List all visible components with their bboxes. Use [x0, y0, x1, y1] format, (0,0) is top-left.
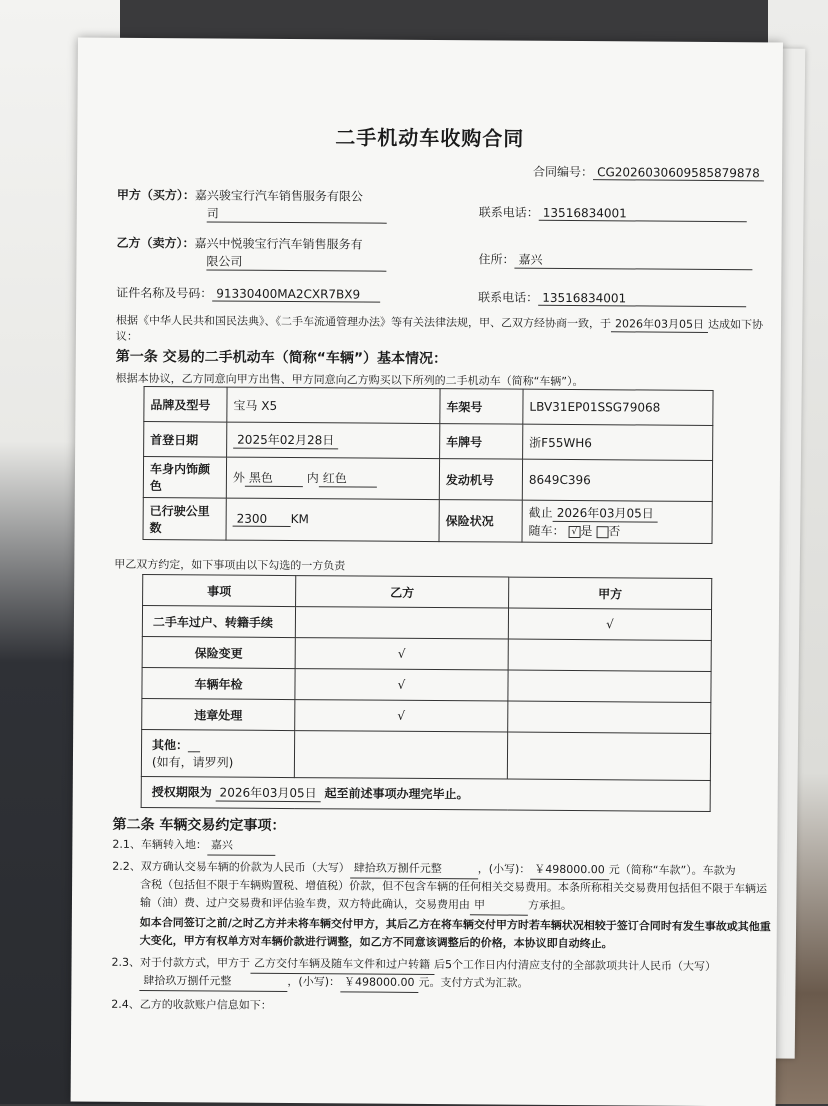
insurance-date: 2026年03月05日 — [553, 504, 658, 523]
reg-date-cell — [227, 422, 440, 458]
mileage-cell: 2300 KM — [226, 498, 439, 541]
insurance-label: 保险状况 — [439, 500, 522, 543]
engine-label: 发动机号 — [439, 459, 522, 501]
party-a-phone: 联系电话： 13516834001 — [479, 203, 747, 222]
deadline-date: 2026年03月05日 — [216, 784, 321, 803]
plate-label: 车牌号 — [440, 424, 523, 460]
clause-2-3-line2: 肆拾玖万捌仟元整 ，(小写)： ￥498000.00 元。支付方式为汇款。 — [139, 972, 528, 994]
clause-2-2-line1: 2.2、双方确认交易车辆的价款为人民币（大写） 肆拾玖万捌仟元整 ，(小写)： ￥498000.00 元（简称“车款”）。车款为 — [112, 858, 736, 881]
duty-a-check: √ — [508, 608, 711, 640]
article-1-intro: 根据本协议，乙方同意向甲方出售、甲方同意向乙方购买以下所列的二手机动车（简称“车辆”）。 — [115, 371, 584, 389]
party-a-name-line2: 司 — [207, 204, 387, 223]
party-b-name-line2: 限公司 — [206, 252, 386, 271]
duty-a-check — [508, 701, 711, 733]
table-row — [142, 699, 711, 734]
clause-2-1: 2.1、车辆转入地： 嘉兴 — [112, 836, 275, 856]
article-2-title: 第二条 车辆交易约定事项： — [112, 816, 286, 835]
intro-text: 根据《中华人民共和国民法典》、《二手车流通管理办法》等有关法律法规，甲、乙双方经协商一致，于 2026年03月05日 达成如下协 — [115, 313, 764, 332]
party-b: 乙方（卖方）：嘉兴中悦骏宝行汽车销售服务有 — [116, 235, 363, 252]
duty-table — [141, 574, 713, 812]
table-row — [143, 575, 712, 610]
clause-2-2-line3: 输（油）费、过户交易费和评估验车费，双方特此确认，交易费用由 甲 方承担。 — [140, 894, 572, 916]
contract-page — [71, 38, 783, 1106]
mileage-value: 2300 — [233, 512, 291, 527]
duty-b-check — [295, 607, 508, 639]
duty-a-check — [508, 639, 711, 671]
other-cell: 其他：__ (如有，请罗列) — [141, 730, 294, 778]
party-a: 甲方（买方）：嘉兴骏宝行汽车销售服务有限公 — [116, 187, 363, 204]
yes-checkbox[interactable]: √ — [568, 525, 580, 537]
table-row — [143, 498, 712, 544]
party-b-address: 住所： 嘉兴 — [478, 250, 752, 270]
color-cell: 外 黑色 内 红色 — [226, 457, 439, 499]
contract-title: 二手机动车收购合同 — [335, 125, 525, 151]
mileage-label: 已行驶公里数 — [143, 498, 226, 541]
color-label: 车身内饰颜色 — [143, 457, 226, 499]
duty-b-check: √ — [295, 669, 508, 701]
table-row — [141, 730, 710, 781]
duty-intro: 甲乙双方约定，如下事项由以下勾选的一方负责 — [114, 557, 346, 573]
vin-label: 车架号 — [440, 389, 523, 425]
brand-label: 品牌及型号 — [144, 387, 227, 423]
table-row — [142, 606, 711, 641]
col-item-header: 事项 — [143, 575, 296, 607]
vin-value: LBV31EP01SSG79068 — [523, 389, 713, 425]
plate-value: 浙F55WH6 — [523, 424, 713, 460]
table-row — [143, 457, 712, 502]
no-checkbox[interactable] — [596, 526, 608, 538]
duty-b-check: √ — [295, 700, 508, 732]
reg-date-value: 2025年02月28日 — [233, 431, 338, 450]
exterior-color: 黑色 — [245, 469, 303, 487]
reg-date-label: 首登日期 — [144, 422, 227, 458]
table-row — [142, 668, 711, 703]
clause-2-3-line1: 2.3、对于付款方式，甲方于 乙方交付车辆及随车文件和过户转籍 后5个工作日内付清应支付的全部款项共计人民币（大写） — [111, 954, 716, 977]
duty-item: 车辆年检 — [142, 668, 295, 700]
col-b-header: 乙方 — [296, 576, 509, 608]
insurance-cell: 截止 2026年03月05日 随车： √ 是 否 — [522, 500, 712, 543]
interior-color: 红色 — [319, 469, 377, 487]
col-a-header: 甲方 — [509, 577, 712, 609]
clause-2-2-bold2: 大变化，甲方有权单方对车辆价款进行调整，如乙方不同意该调整后的价格，本协议即自动终止。 — [139, 933, 613, 951]
clause-2-4: 2.4、乙方的收款账户信息如下： — [111, 997, 272, 1012]
table-row — [142, 637, 711, 672]
duty-a-check — [508, 670, 711, 702]
duty-item: 保险变更 — [142, 637, 295, 669]
article-1-title: 第一条 交易的二手机动车（简称“车辆”）基本情况： — [115, 348, 448, 368]
clause-2-2-bold1: 如本合同签订之前/之时乙方并未将车辆交付甲方，其后乙方在将车辆交付甲方时若车辆状况相较于签订合同时有发生事故或其他重 — [139, 915, 771, 934]
intro-text-2: 议： — [115, 329, 138, 343]
party-b-cert: 证件名称及号码： 91330400MA2CXR7BX9 — [116, 284, 380, 303]
clause-2-2-line2: 含税（包括但不限于车辆购置税、增值税）价款，但不包含车辆的任何相关交易费用。本条所称相关交易费用包括但不限于车辆运 — [140, 877, 768, 896]
duty-item: 二手车过户、转籍手续 — [142, 606, 295, 638]
table-row — [144, 422, 713, 461]
duty-b-check: √ — [295, 638, 508, 670]
table-row — [141, 776, 710, 811]
engine-value: 8649C396 — [522, 459, 712, 501]
deadline-cell: 授权期限为 2026年03月05日 起至前述事项办理完毕止。 — [141, 776, 710, 811]
contract-number: 合同编号： CG2026030609585879878 — [533, 163, 764, 182]
duty-item: 违章处理 — [142, 699, 295, 731]
party-b-phone: 联系电话： 13516834001 — [478, 288, 746, 307]
table-row — [144, 387, 713, 426]
vehicle-info-table — [143, 386, 714, 544]
brand-value: 宝马 X5 — [227, 387, 440, 423]
